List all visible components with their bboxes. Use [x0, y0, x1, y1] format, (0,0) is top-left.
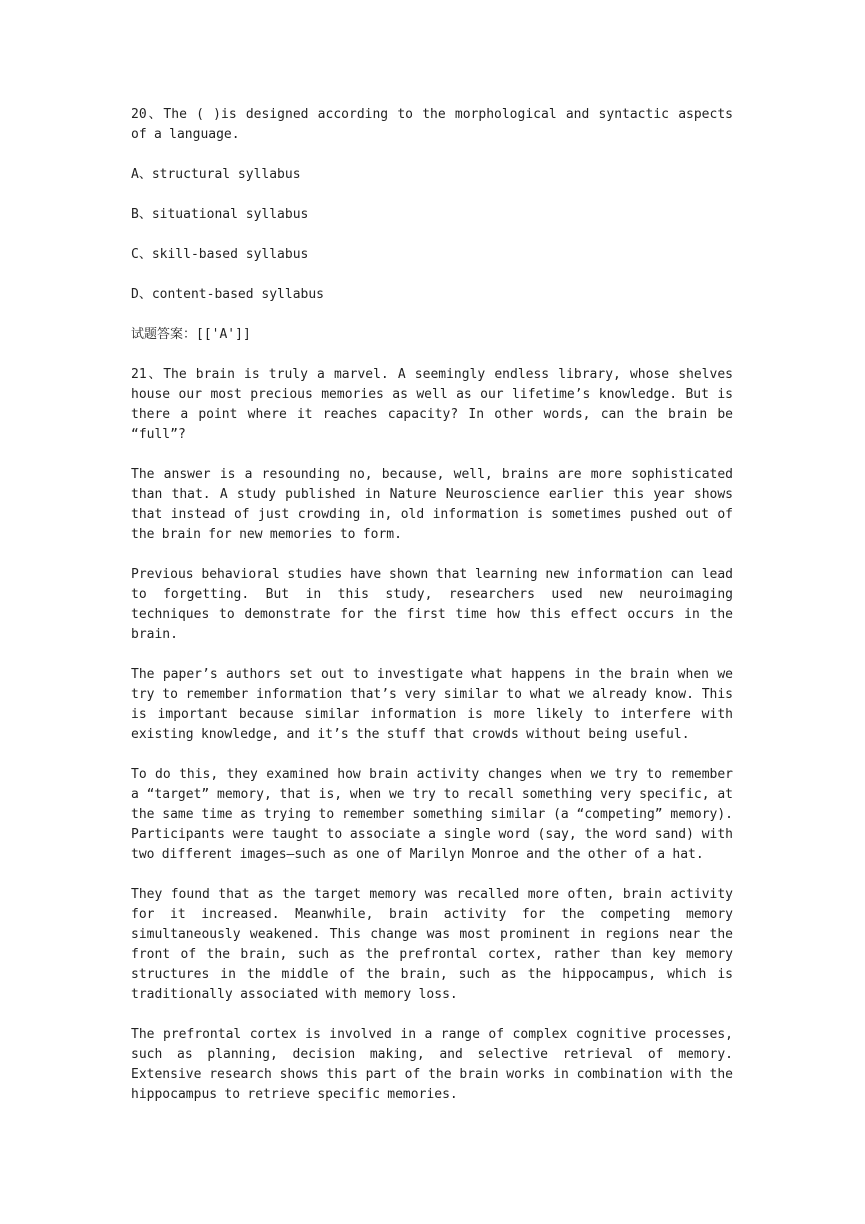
question-21-paragraph: 21、The brain is truly a marvel. A seemingly endless library, whose shelves house our most precious memories as well as our lifetime’s knowledge. But is there a point where it reaches capacity? In other words, can the brain be “full”?	[131, 367, 733, 442]
option-b: B、situational syllabus	[131, 207, 309, 222]
passage-paragraph: To do this, they examined how brain activity changes when we try to remember a “target” memory, that is, when we try to recall something very specific, at the same time as trying to remember something similar (a “competing” memory). Participants were taught to associate a single word (say, the word sand) with two different images—such as one of Marilyn Monroe and the other of a hat.	[131, 767, 733, 862]
passage-paragraph: The answer is a resounding no, because, well, brains are more sophisticated than that. A study published in Nature Neuroscience earlier this year shows that instead of just crowding in, old information is sometimes pushed out of the brain for new memories to form.	[131, 467, 733, 542]
option-c: C、skill-based syllabus	[131, 247, 309, 262]
answer-line: 试题答案：[['A']]	[131, 327, 251, 342]
passage-paragraph: They found that as the target memory was recalled more often, brain activity for it increased. Meanwhile, brain activity for the competing memory simultaneously weakened. This change was most prominent in regions near the front of the brain, such as the prefrontal cortex, rather than key memory structures in the middle of the brain, such as the hippocampus, which is traditionally associated with memory loss.	[131, 887, 733, 1002]
document-page	[131, 105, 733, 1125]
option-a: A、structural syllabus	[131, 167, 301, 182]
passage-paragraph: The paper’s authors set out to investigate what happens in the brain when we try to remember information that’s very similar to what we already know. This is important because similar information is more likely to interfere with existing knowledge, and it’s the stuff that crowds without being useful.	[131, 667, 733, 742]
question-20-stem: 20、The ( )is designed according to the morphological and syntactic aspects of a language.	[131, 107, 733, 142]
option-d: D、content-based syllabus	[131, 287, 325, 302]
passage-paragraph: The prefrontal cortex is involved in a range of complex cognitive processes, such as planning, decision making, and selective retrieval of memory. Extensive research shows this part of the brain works in combination with the hippocampus to retrieve specific memories.	[131, 1027, 733, 1102]
passage-paragraph: Previous behavioral studies have shown that learning new information can lead to forgetting. But in this study, researchers used new neuroimaging techniques to demonstrate for the first time how this effect occurs in the brain.	[131, 567, 733, 642]
